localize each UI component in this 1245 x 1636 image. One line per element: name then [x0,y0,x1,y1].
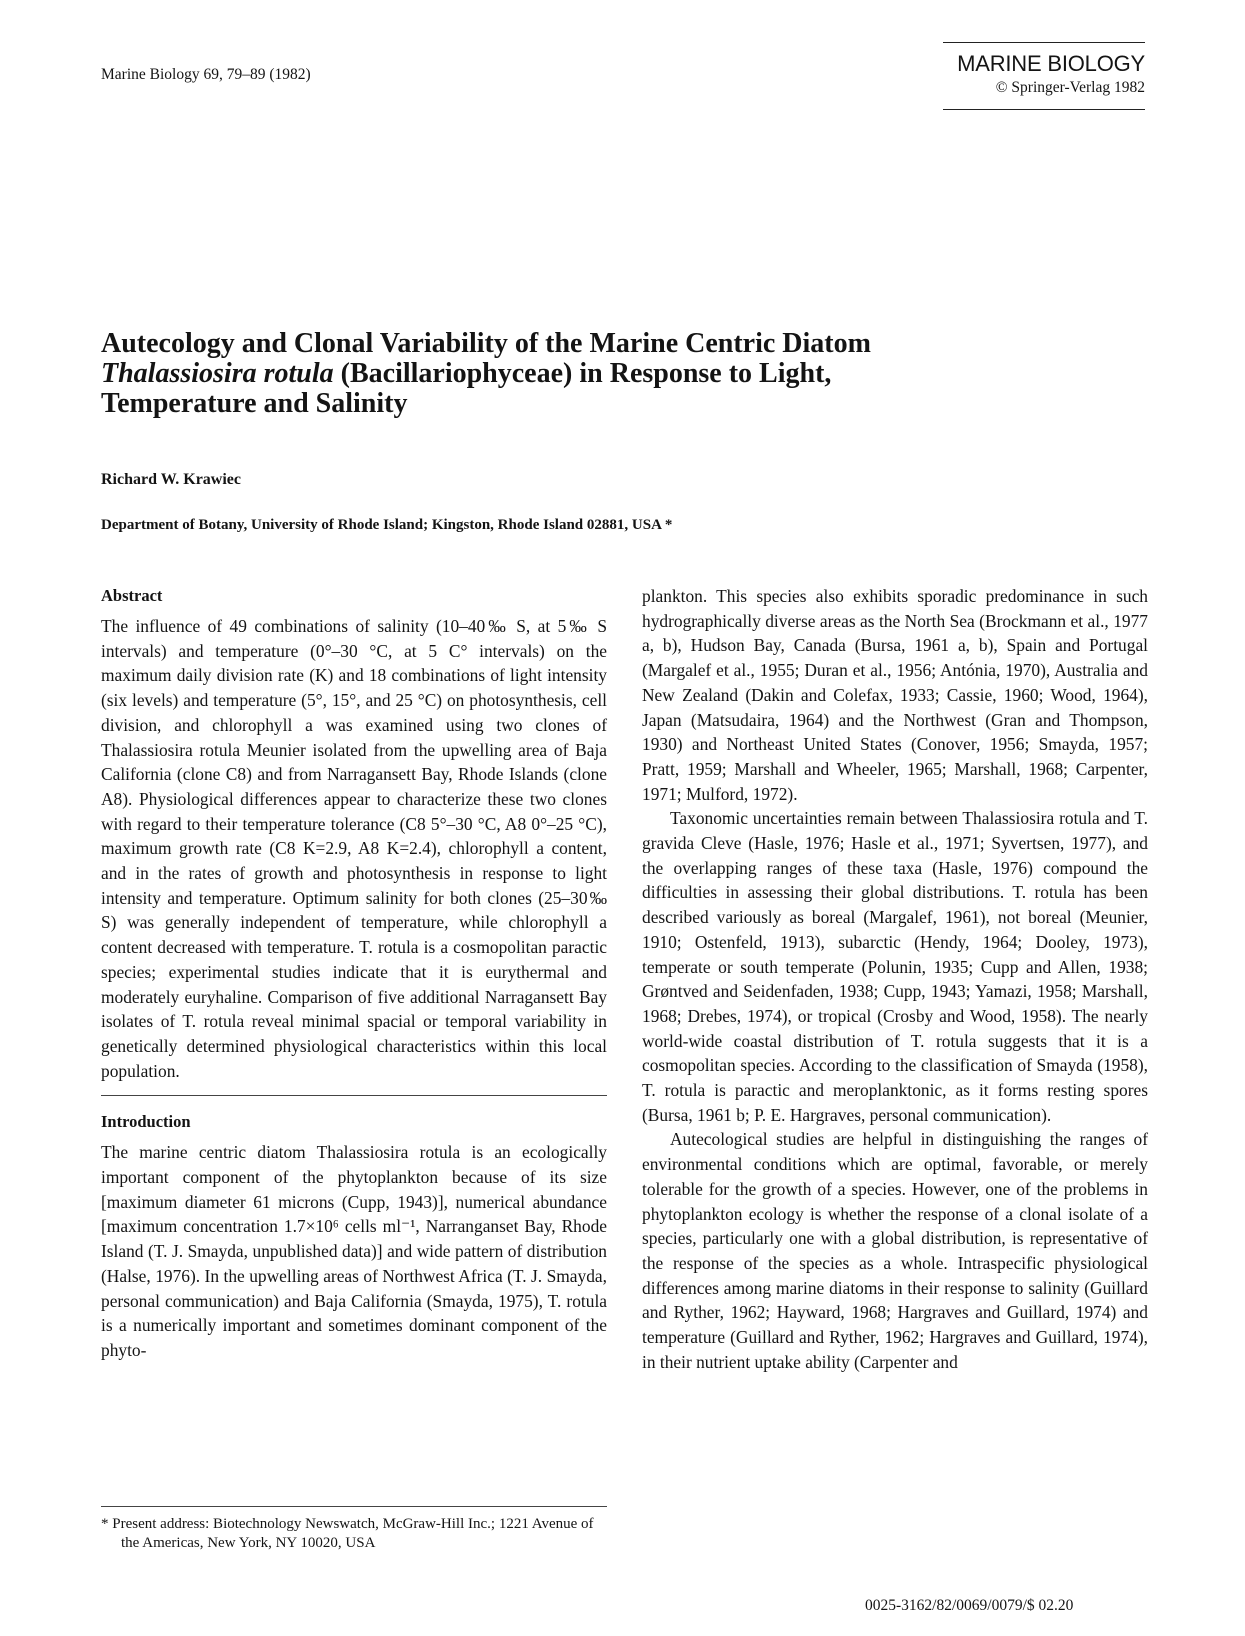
abstract-text: The influence of 49 combinations of salinity (10–40‰ S, at 5‰ S intervals) and temperature (0°–30 °C, at 5 C° intervals) on the maximum daily division rate (K) and 18 combinations of light intensity (six levels) and temperature (5°, 15°, and 25 °C) on photosynthesis, cell division, and chlorophyll a was examined using two clones of Thalassiosira rotula Meunier isolated from the upwelling area of Baja California (clone C8) and from Narragansett Bay, Rhode Islands (clone A8). Physiological differences appear to characterize these two clones with regard to their temperature tolerance (C8 5°–30 °C, A8 0°–25 °C), maximum growth rate (C8 K=2.9, A8 K=2.4), chlorophyll a content, and in the rates of growth and photosynthesis in response to light intensity and temperature. Optimum salinity for both clones (25–30‰ S) was generally independent of temperature, while chlorophyll a content decreased with temperature. T. rotula is a cosmopolitan paractic species; experimental studies indicate that it is eurythermal and moderately euryhaline. Comparison of five additional Narragansett Bay isolates of T. rotula reveal minimal spacial or temporal variability in genetically determined physiological characteristics within this local population. [101,616,607,1081]
introduction-heading: Introduction [101,1112,191,1132]
article-title [101,329,1101,419]
abstract-heading: Abstract [101,586,163,605]
footnote [101,1506,607,1553]
footnote-rule [101,1506,607,1507]
article-code: 0025-3162/82/0069/0079/$ 02.20 [865,1597,1074,1614]
title-line-2-rest: (Bacillariophyceae) in Response to Light, [333,358,832,389]
title-line-3: Temperature and Salinity [101,388,408,419]
title-species: Thalassiosira rotula [101,358,334,389]
right-column [642,584,1148,1375]
introduction-paragraph-1-continued: plankton. This species also exhibits sporadic predominance in such hydrographically diverse areas as the North Sea (Brockmann et al., 1977 a, b), Hudson Bay, Canada (Bursa, 1961 a, b), Spain and Portugal (Margalef et al., 1955; Duran et al., 1956; Antónia, 1970), Australia and New Zealand (Dakin and Colefax, 1933; Cassie, 1960; Wood, 1964), Japan (Matsudaira, 1964) and the Northwest (Gran and Thompson, 1930) and Northeast United States (Conover, 1956; Smayda, 1957; Pratt, 1959; Marshall and Wheeler, 1965; Marshall, 1968; Carpenter, 1971; Mulford, 1972). [642,586,1148,804]
author-affiliation: Department of Botany, University of Rhode Island; Kingston, Rhode Island 02881, USA * [101,517,673,533]
title-line-1: Autecology and Clonal Variability of the Marine Centric Diatom [101,328,871,359]
introduction-paragraph-3: Autecological studies are helpful in distinguishing the ranges of environmental conditions which are optimal, favorable, or merely tolerable for the growth of a species. However, one of the problems in phytoplankton ecology is whether the response of a clonal isolate of a species, particularly one with a global distribution, is representative of the response of the species as a whole. Intraspecific physiological differences among marine diatoms in their response to salinity (Guillard and Ryther, 1962; Hayward, 1968; Hargraves and Guillard, 1974) and temperature (Guillard and Ryther, 1962; Hargraves and Guillard, 1974), in their nutrient uptake ability (Carpenter and [642,1129,1148,1372]
running-head: Marine Biology 69, 79–89 (1982) [101,66,311,83]
copyright-line: © Springer-Verlag 1982 [995,79,1145,96]
introduction-paragraph-2: Taxonomic uncertainties remain between Thalassiosira rotula and T. gravida Cleve (Hasle, 1976; Hasle et al., 1971; Syvertsen, 1977), and the overlapping ranges of these taxa (Hasle, 1976) compound the difficulties in assessing their global distributions. T. rotula has been described variously as boreal (Margalef, 1961), not boreal (Meunier, 1910; Ostenfeld, 1913), subarctic (Hendy, 1964; Dooley, 1973), temperate or south temperate (Polunin, 1935; Cupp and Allen, 1938; Grøntved and Seidenfaden, 1938; Cupp, 1943; Yamazi, 1958; Marshall, 1968; Drebes, 1974), or tropical (Crosby and Wood, 1958). The nearly world-wide coastal distribution of T. rotula suggests that it is a cosmopolitan species. According to the classification of Smayda (1958), T. rotula is paractic and meroplanktonic, as it forms resting spores (Bursa, 1961 b; P. E. Hargraves, personal communication). [642,808,1148,1125]
author-name: Richard W. Krawiec [101,471,241,488]
journal-masthead [943,42,1145,110]
journal-name: MARINE BIOLOGY [957,51,1145,76]
section-divider [101,1095,607,1096]
masthead-top-rule [943,42,1145,43]
title-line-2 [101,359,1101,389]
footnote-text: * Present address: Biotechnology Newswatch, McGraw-Hill Inc.; 1221 Avenue of the Americas, New York, NY 10020, USA [101,1516,594,1551]
introduction-paragraph-1: The marine centric diatom Thalassiosira rotula is an ecologically important component of the phytoplankton because of its size [maximum diameter 61 microns (Cupp, 1943)], numerical abundance [maximum concentration 1.7×10⁶ cells ml⁻¹, Narranganset Bay, Rhode Island (T. J. Smayda, unpublished data)] and wide pattern of distribution (Halse, 1976). In the upwelling areas of Northwest Africa (T. J. Smayda, personal communication) and Baja California (Smayda, 1975), T. rotula is a numerically important and sometimes dominant component of the phyto- [101,1142,607,1360]
masthead-bottom-rule [943,109,1145,110]
left-column [101,584,607,1363]
